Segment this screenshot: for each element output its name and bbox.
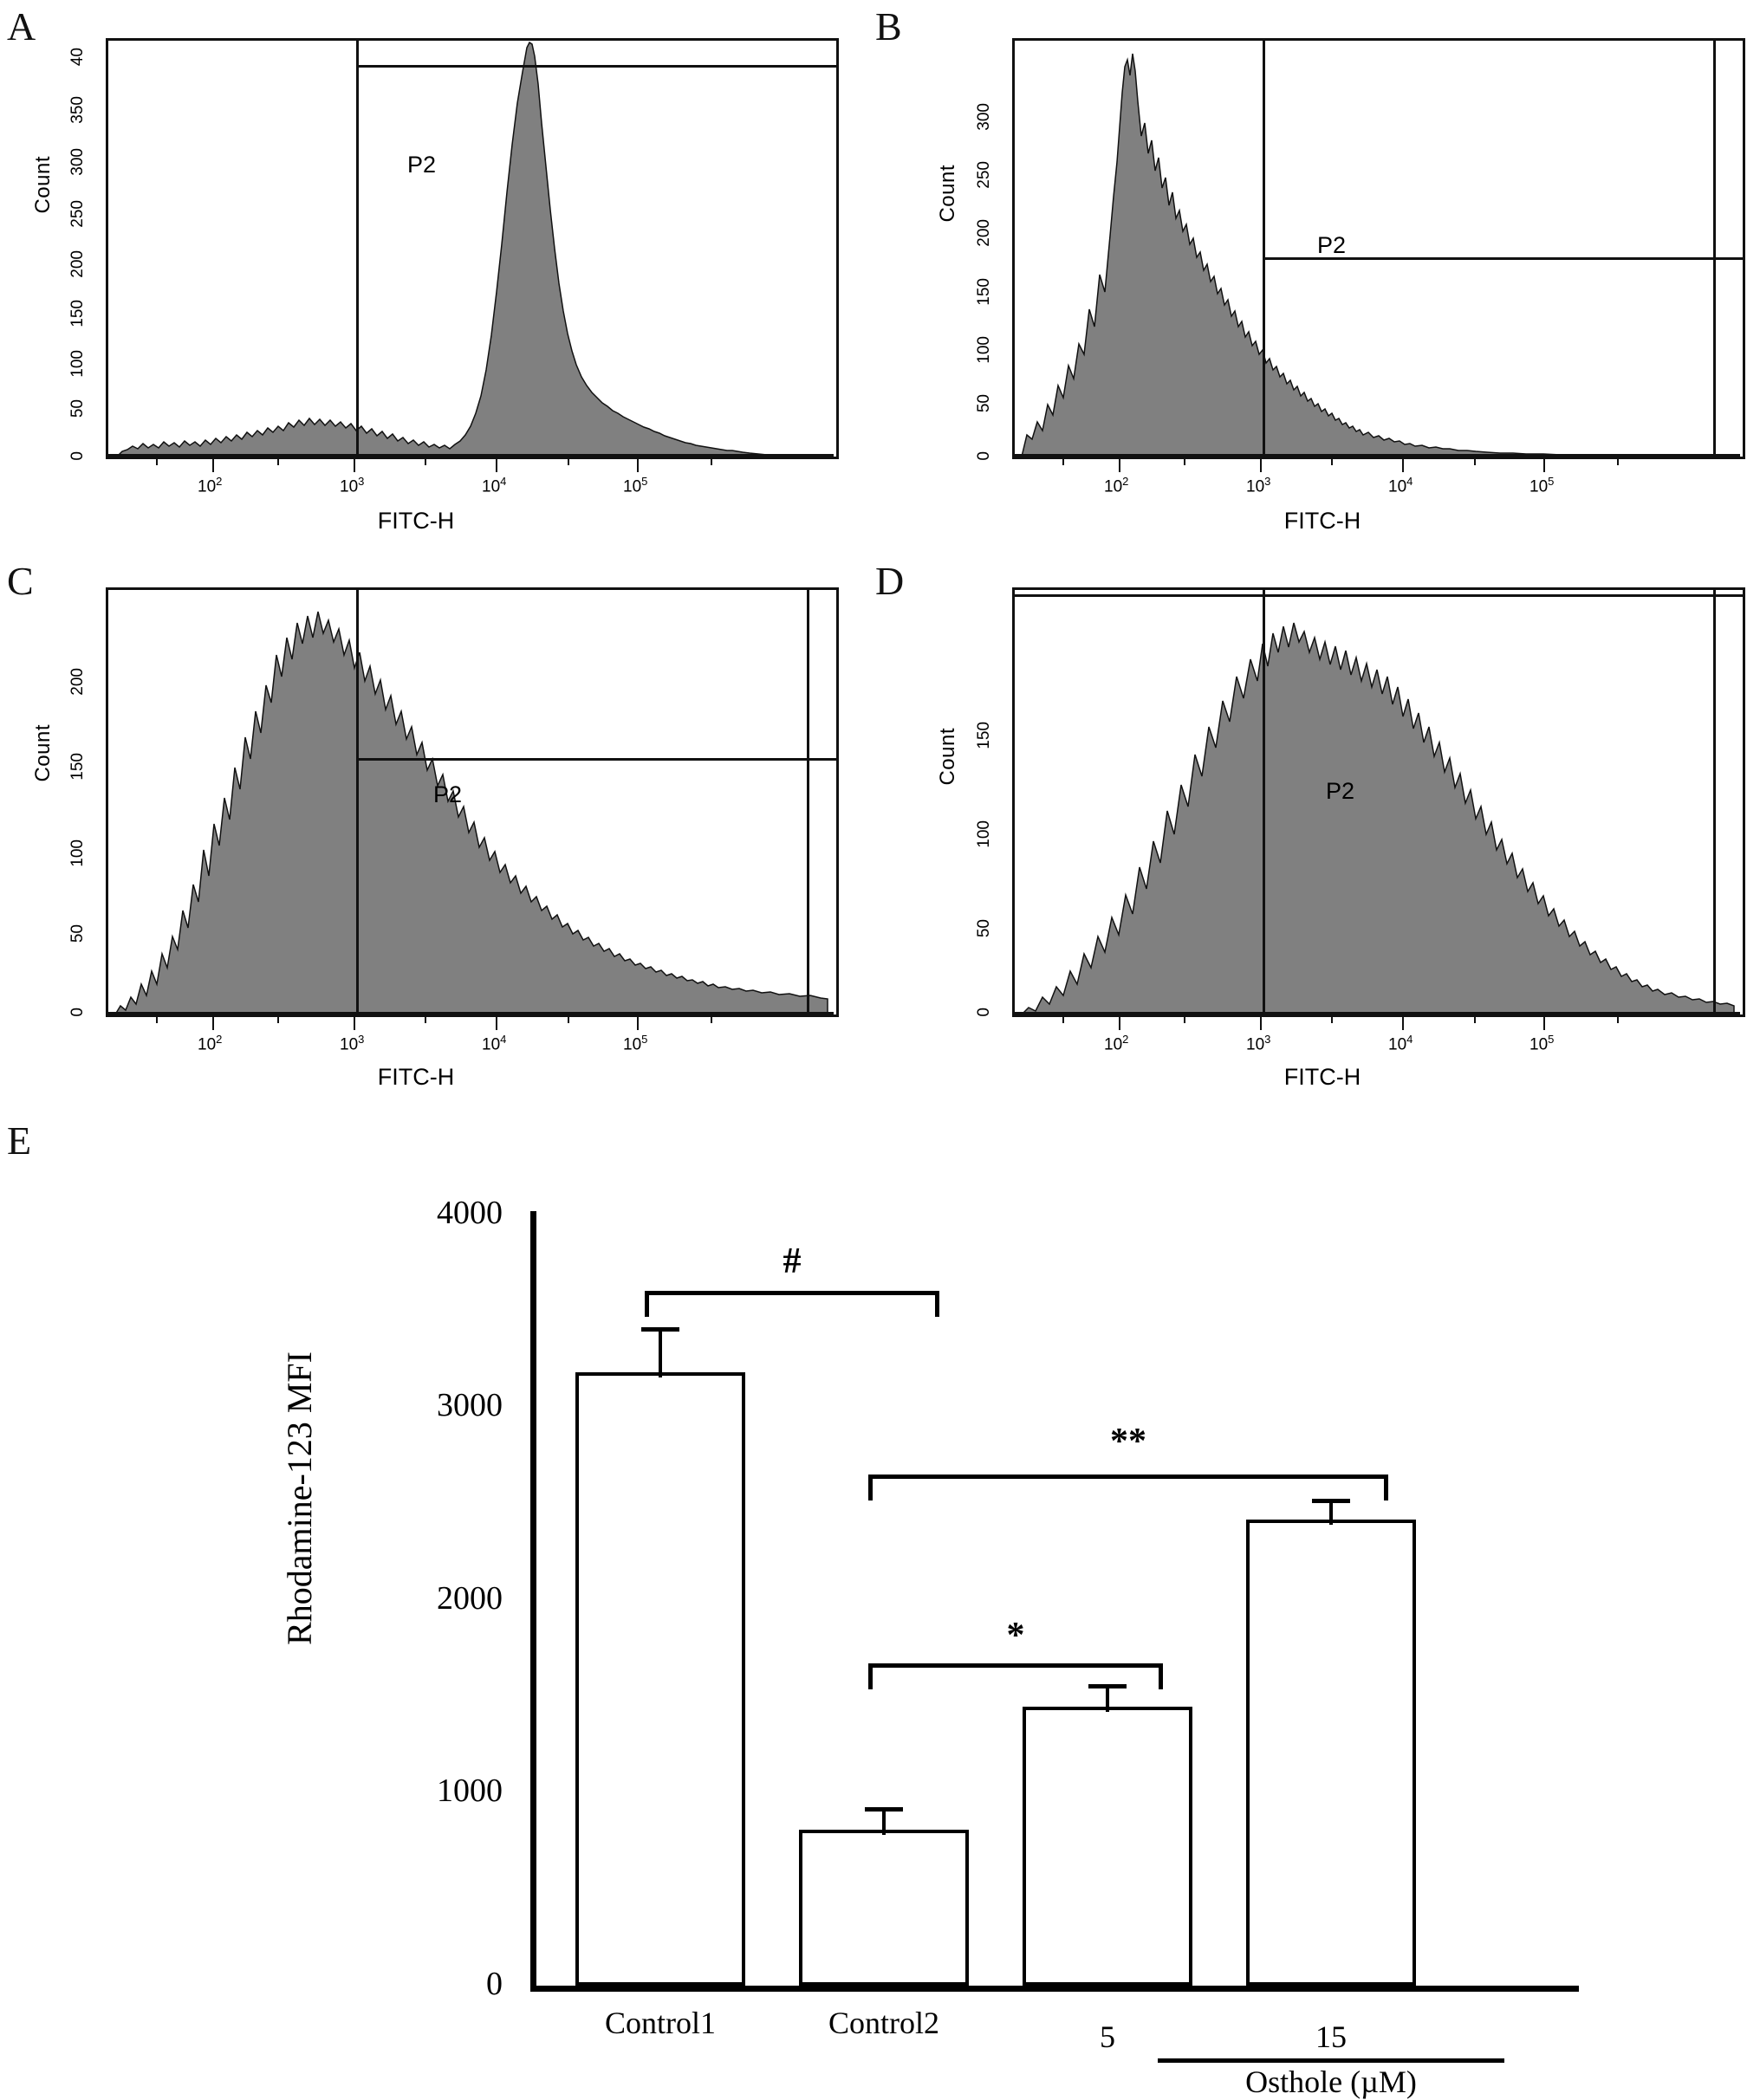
panel-d-xminor-mark — [1617, 1014, 1619, 1023]
bar-osthole-5 — [1023, 1707, 1192, 1986]
panel-c-xtick-label: $10^3$ — [340, 1033, 365, 1054]
panel-a-ytick-350: 350 — [68, 96, 87, 124]
panel-a-xminor-mark — [277, 457, 279, 465]
panel-a-xtick-mark — [354, 457, 355, 472]
panel-d-gate-top — [1015, 594, 1743, 597]
panel-d-xlabel: FITC-H — [1283, 1064, 1361, 1090]
panel-c-xminor-mark — [277, 1014, 279, 1023]
error-bar-control1 — [641, 1327, 679, 1377]
bar-chart-xaxis — [530, 1986, 1579, 1992]
panel-a-xaxis — [106, 454, 834, 457]
panel-a-xminor-mark — [568, 457, 569, 465]
panel-b-gate-right-edge — [1713, 41, 1716, 457]
panel-b-xtick-mark — [1260, 457, 1262, 472]
panel-b-ytick-300: 300 — [975, 103, 993, 131]
panel-a-gate-vertical — [356, 41, 359, 457]
panel-d-xtick-mark — [1543, 1014, 1545, 1030]
panel-b-ytick-0: 0 — [975, 451, 993, 461]
panel-e — [0, 1118, 1760, 2099]
bar-osthole-15 — [1246, 1520, 1416, 1986]
panel-a-letter: A — [7, 4, 36, 49]
panel-a-ytick-400: 40 — [68, 48, 87, 67]
panel-d-ytick-150: 150 — [975, 722, 993, 749]
significance-double-star: ** — [1110, 1422, 1146, 1462]
panel-c-ytick-0: 0 — [68, 1008, 87, 1017]
panel-d-xminor-mark — [1474, 1014, 1476, 1023]
panel-a-ytick-50: 50 — [68, 399, 87, 418]
panel-b-histogram — [1015, 41, 1743, 457]
error-bar-osthole-15 — [1312, 1499, 1350, 1525]
panel-c-plot — [106, 587, 839, 1017]
panel-c-xaxis — [106, 1012, 834, 1014]
panel-b-gate-label: P2 — [1317, 232, 1347, 258]
panel-a-xminor-mark — [711, 457, 712, 465]
panel-c-xminor-mark — [711, 1014, 712, 1023]
panel-a-ylabel: Count — [31, 156, 55, 214]
panel-d-xminor-mark — [1184, 1014, 1185, 1023]
panel-b-gate-vertical — [1263, 41, 1265, 457]
bar-chart-category-control2: Control2 — [828, 2006, 939, 2040]
panel-b-ytick-150: 150 — [975, 278, 993, 306]
panel-a-ytick-100: 100 — [68, 350, 87, 378]
bracket-double-star — [868, 1475, 1388, 1500]
panel-c-xminor-mark — [425, 1014, 426, 1023]
panel-d-histogram — [1015, 590, 1743, 1014]
panel-d-xtick-label: $10^5$ — [1529, 1033, 1555, 1054]
panel-b-xtick-label: $10^4$ — [1388, 475, 1413, 496]
panel-c — [0, 554, 867, 1109]
panel-a-xtick-label: $10^5$ — [623, 475, 648, 496]
panel-c-gate-horizontal — [356, 758, 836, 761]
panel-b-xlabel: FITC-H — [1283, 508, 1361, 534]
panel-c-letter: C — [7, 559, 34, 603]
panel-d-xtick-label: $10^2$ — [1104, 1033, 1129, 1054]
bracket-star — [868, 1663, 1163, 1689]
panel-c-xtick-mark — [637, 1014, 639, 1030]
panel-b-ytick-50: 50 — [975, 394, 993, 413]
panel-c-xtick-mark — [354, 1014, 355, 1030]
error-bar-control2 — [865, 1807, 903, 1835]
bar-chart-group-label: Osthole (µM) — [1245, 2064, 1417, 2099]
panel-c-xminor-mark — [568, 1014, 569, 1023]
panel-a-xminor-mark — [156, 457, 158, 465]
panel-e-letter: E — [7, 1118, 32, 1163]
panel-c-xminor-mark — [156, 1014, 158, 1023]
bar-chart-ylabel: Rhodamine-123 MFI — [280, 1351, 319, 1645]
panel-d-letter: D — [875, 559, 905, 603]
panel-d-xminor-mark — [1062, 1014, 1064, 1023]
panel-a-ytick-0: 0 — [68, 451, 87, 461]
panel-a-histogram — [108, 41, 836, 457]
panel-d-ytick-50: 50 — [975, 919, 993, 938]
significance-star: * — [1006, 1616, 1025, 1656]
panel-a-ytick-250: 250 — [68, 200, 87, 228]
panel-b-xtick-label: $10^5$ — [1529, 475, 1555, 496]
panel-d-ylabel: Count — [936, 728, 959, 786]
panel-a-xtick-mark — [212, 457, 214, 472]
bar-chart-yaxis — [530, 1211, 536, 1991]
panel-c-gate-right-edge — [807, 590, 809, 1014]
panel-b-ytick-200: 200 — [975, 219, 993, 247]
significance-hash: # — [783, 1241, 802, 1281]
panel-c-gate-label: P2 — [433, 781, 463, 807]
panel-d-ytick-0: 0 — [975, 1008, 993, 1017]
panel-a-xtick-mark — [637, 457, 639, 472]
bar-chart-group-line — [1158, 2058, 1504, 2063]
bar-chart-category-5: 5 — [1100, 2019, 1115, 2054]
panel-a-ytick-300: 300 — [68, 148, 87, 176]
panel-d-xtick-mark — [1402, 1014, 1404, 1030]
panel-c-ytick-100: 100 — [68, 839, 87, 867]
panel-c-ylabel: Count — [31, 724, 55, 782]
panel-d-gate-right-edge — [1713, 590, 1716, 1014]
panel-b — [875, 0, 1759, 554]
panel-d-xtick-mark — [1260, 1014, 1262, 1030]
panel-c-gate-vertical — [356, 590, 359, 1014]
panel-b-plot — [1012, 38, 1745, 459]
panel-c-ytick-150: 150 — [68, 753, 87, 781]
panel-c-xtick-mark — [496, 1014, 497, 1030]
panel-b-letter: B — [875, 4, 902, 49]
panel-a-plot — [106, 38, 839, 459]
panel-b-xminor-mark — [1474, 457, 1476, 465]
bracket-hash — [645, 1291, 939, 1317]
bar-chart-ytick-1000: 1000 — [437, 1773, 503, 1809]
panel-d-gate-vertical — [1263, 590, 1265, 1014]
panel-d-xtick-mark — [1119, 1014, 1120, 1030]
panel-b-xtick-mark — [1543, 457, 1545, 472]
panel-c-xtick-label: $10^5$ — [623, 1033, 648, 1054]
panel-a-xlabel: FITC-H — [377, 508, 455, 534]
panel-d-gate-label: P2 — [1326, 778, 1355, 804]
panel-d-xaxis — [1012, 1012, 1740, 1014]
panel-a-gate-horizontal — [356, 65, 836, 68]
panel-b-xminor-mark — [1617, 457, 1619, 465]
panel-c-histogram — [108, 590, 836, 1014]
panel-a-xminor-mark — [425, 457, 426, 465]
panel-d — [875, 554, 1759, 1109]
bar-chart-category-control1: Control1 — [604, 2006, 716, 2040]
panel-b-xminor-mark — [1331, 457, 1333, 465]
bar-chart-ytick-0: 0 — [486, 1966, 503, 2002]
panel-d-xtick-label: $10^4$ — [1388, 1033, 1413, 1054]
panel-c-ytick-200: 200 — [68, 668, 87, 696]
bar-control2 — [799, 1830, 969, 1986]
panel-b-xtick-label: $10^3$ — [1246, 475, 1271, 496]
panel-a-xtick-label: $10^3$ — [340, 475, 365, 496]
panel-b-ytick-100: 100 — [975, 336, 993, 364]
panel-d-ytick-100: 100 — [975, 820, 993, 848]
panel-b-xtick-mark — [1119, 457, 1120, 472]
panel-d-xtick-label: $10^3$ — [1246, 1033, 1271, 1054]
bar-chart-ytick-4000: 4000 — [437, 1195, 503, 1231]
panel-b-xminor-mark — [1184, 457, 1185, 465]
panel-d-plot — [1012, 587, 1745, 1017]
bar-control1 — [575, 1372, 745, 1986]
panel-c-xlabel: FITC-H — [377, 1064, 455, 1090]
panel-c-xtick-label: $10^4$ — [482, 1033, 507, 1054]
panel-a — [0, 0, 867, 554]
panel-a-ytick-150: 150 — [68, 300, 87, 327]
bar-chart-ytick-3000: 3000 — [437, 1387, 503, 1423]
panel-b-xminor-mark — [1062, 457, 1064, 465]
panel-c-xtick-mark — [212, 1014, 214, 1030]
panel-a-gate-label: P2 — [407, 152, 437, 178]
panel-b-xaxis — [1012, 454, 1740, 457]
bar-chart-category-15: 15 — [1315, 2019, 1347, 2054]
panel-b-xtick-label: $10^2$ — [1104, 475, 1129, 496]
panel-a-ytick-200: 200 — [68, 250, 87, 278]
panel-c-ytick-50: 50 — [68, 924, 87, 943]
panel-b-ylabel: Count — [936, 165, 959, 223]
panel-b-ytick-250: 250 — [975, 161, 993, 189]
panel-a-xtick-mark — [496, 457, 497, 472]
panel-b-xtick-mark — [1402, 457, 1404, 472]
panel-d-xminor-mark — [1331, 1014, 1333, 1023]
panel-c-xtick-label: $10^2$ — [198, 1033, 223, 1054]
panel-a-xtick-label: $10^4$ — [482, 475, 507, 496]
panel-a-xtick-label: $10^2$ — [198, 475, 223, 496]
bar-chart-ytick-2000: 2000 — [437, 1580, 503, 1617]
